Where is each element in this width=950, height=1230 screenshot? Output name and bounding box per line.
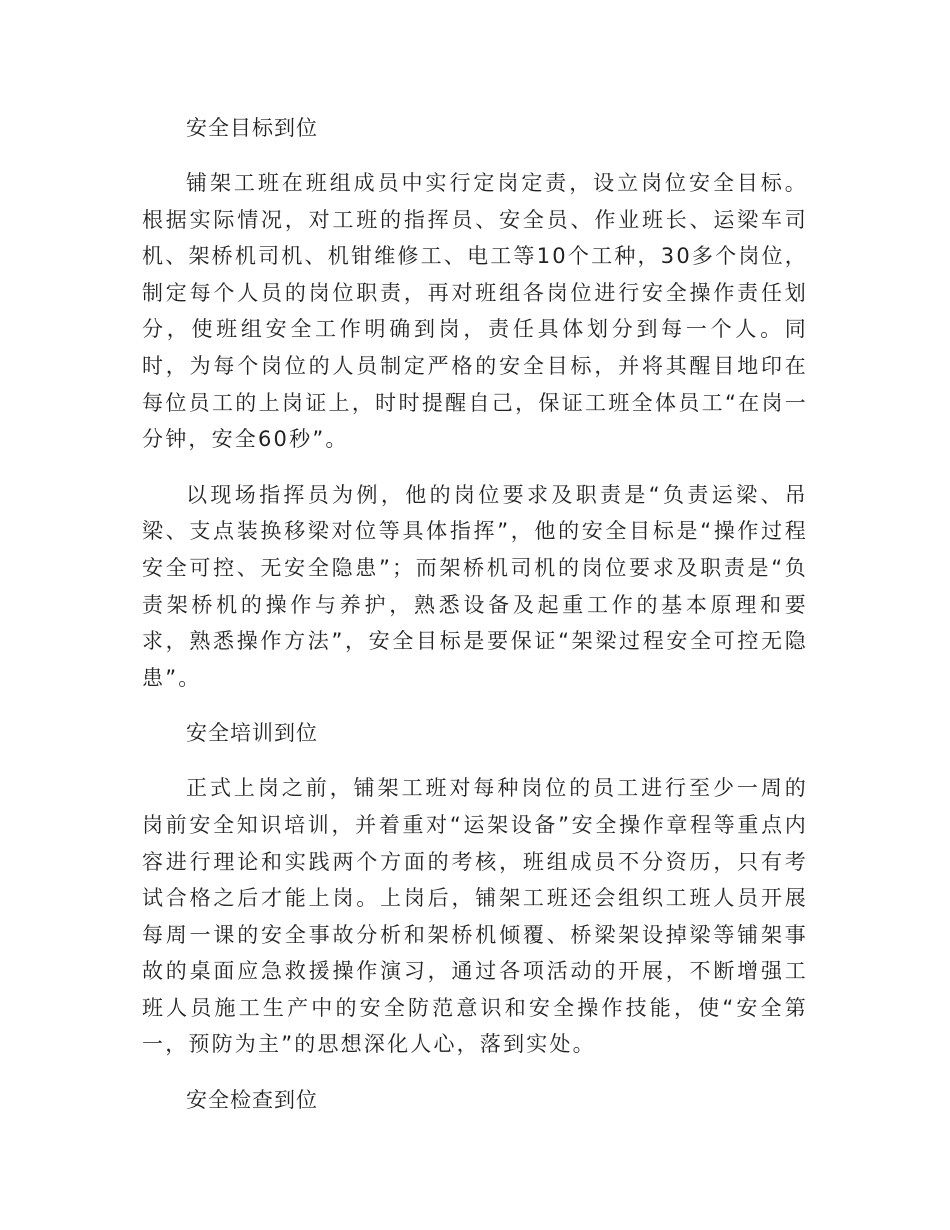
section-heading-safety-inspection: 安全检查到位 [186,1088,318,1113]
paragraph-safety-goals-2: 以现场指挥员为例，他的岗位要求及职责是“负责运梁、吊梁、支点装换移梁对位等具体指挥”，他的安全目标是“操作过程安全可控、无安全隐患”；而架桥机司机的岗位要求及职责是“负责架桥机的操作与养护，熟悉设备及起重工作的基本原理和要求，熟悉操作方法”，安全目标是要保证“架梁过程安全可控无隐患”。 [142,482,808,690]
document-body [142,110,808,1118]
paragraph-safety-goals-1: 铺架工班在班组成员中实行定岗定责，设立岗位安全目标。根据实际情况，对工班的指挥员、安全员、作业班长、运梁车司机、架桥机司机、机钳维修工、电工等10个工种，30多个岗位，制定每个人员的岗位职责，再对班组各岗位进行安全操作责任划分，使班组安全工作明确到岗，责任具体划分到每一个人。同时，为每个岗位的人员制定严格的安全目标，并将其醒目地印在每位员工的上岗证上，时时提醒自己，保证工班全体员工“在岗一分钟，安全60秒”。 [142,171,808,452]
paragraph-safety-training-1: 正式上岗之前，铺架工班对每种岗位的员工进行至少一周的岗前安全知识培训，并着重对“运架设备”安全操作章程等重点内容进行理论和实践两个方面的考核，班组成员不分资历，只有考试合格之后才能上岗。上岗后，铺架工班还会组织工班人员开展每周一课的安全事故分析和架桥机倾覆、桥梁架设掉梁等铺架事故的桌面应急救援操作演习，通过各项活动的开展，不断增强工班人员施工生产中的安全防范意识和安全操作技能，使“安全第一，预防为主”的思想深化人心，落到实处。 [142,776,808,1057]
section-heading-safety-training: 安全培训到位 [186,721,318,746]
section-heading-safety-goals: 安全目标到位 [186,116,318,140]
